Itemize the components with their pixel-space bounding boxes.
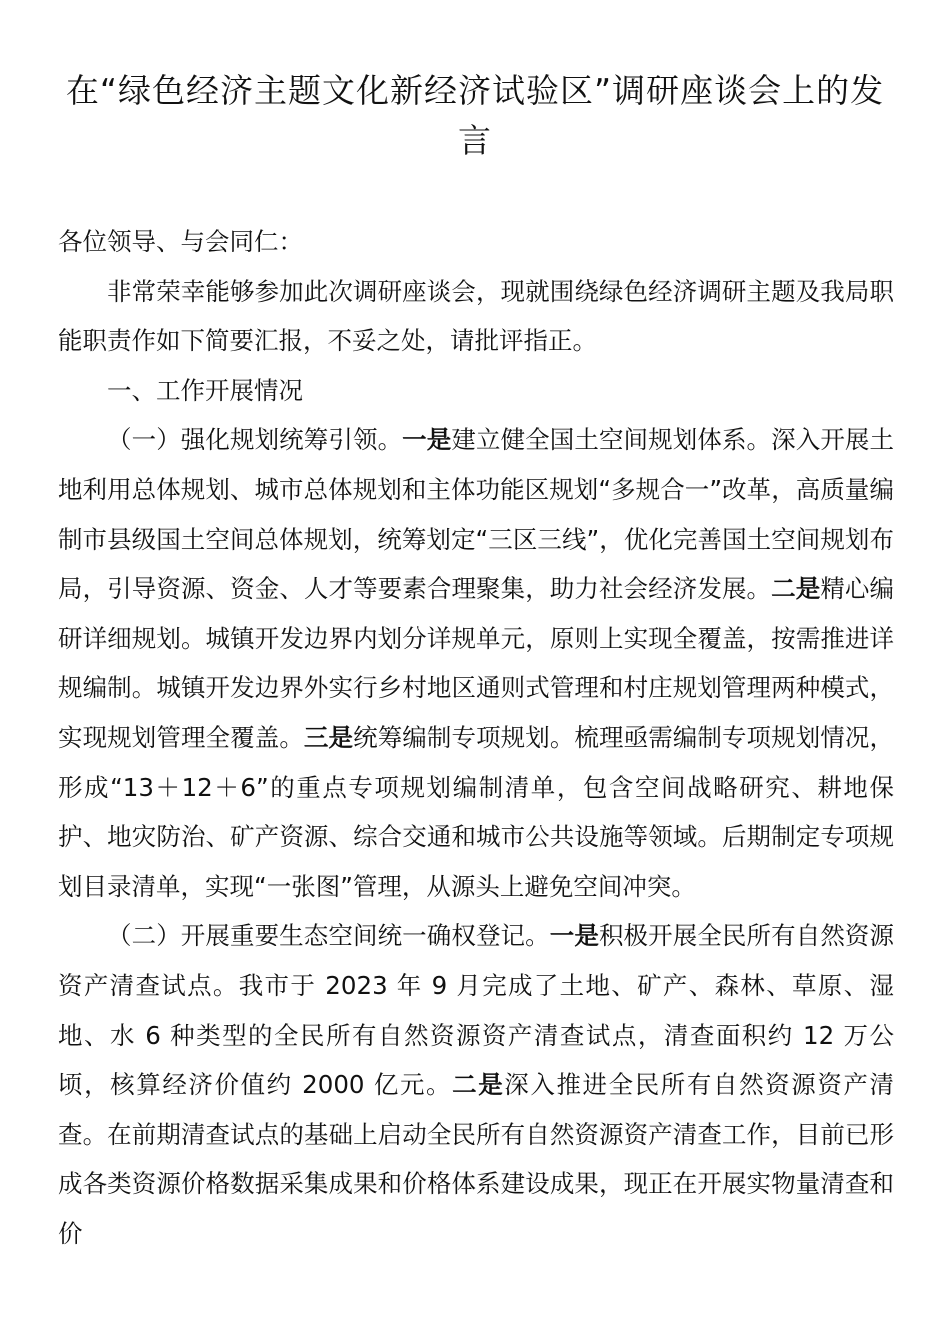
document-body bbox=[58, 217, 894, 1258]
point-text: 精心编研详细规划。城镇开发边界内划分详规单元，原则上实现全覆盖，按需推进详规编制。城镇开发边界外实行乡村地区通则式管理和村庄规划管理两种模式，实现规划管理全覆盖。 bbox=[58, 574, 895, 752]
paragraph-planning bbox=[58, 415, 894, 911]
paragraph-registration bbox=[58, 911, 894, 1258]
point-marker: 三是 bbox=[303, 722, 354, 752]
paragraph-lead: （二）开展重要生态空间统一确权登记。 bbox=[107, 921, 550, 951]
point-marker: 二是 bbox=[771, 574, 821, 604]
point-text: 统筹编制专项规划。梳理亟需编制专项规划情况，形成“13＋12＋6”的重点专项规划编制清单，包含空间战略研究、耕地保护、地灾防治、矿产资源、综合交通和城市公共设施等领域。后期制定专项规划目录清单，实现“一张图”管理，从源头上避免空间冲突。 bbox=[58, 722, 895, 901]
point-marker: 一是 bbox=[402, 425, 452, 455]
section-heading: 一、工作开展情况 bbox=[107, 375, 303, 405]
point-text: 建立健全国土空间规划体系。深入开展土地利用总体规划、城市总体规划和主体功能区规划“多规合一”改革，高质量编制市县级国土空间总体规划，统筹划定“三区三线”，优化完善国土空间规划布局，引导资源、资金、人才等要素合理聚集，助力社会经济发展。 bbox=[58, 425, 895, 604]
point-text: 深入推进全民所有自然资源资产清查。在前期清查试点的基础上启动全民所有自然资源资产清查工作，目前已形成各类资源价格数据采集成果和价格体系建设成果，现正在开展实物量清查和价 bbox=[58, 1070, 894, 1248]
intro-paragraph: 非常荣幸能够参加此次调研座谈会，现就围绕绿色经济调研主题及我局职能职责作如下简要汇报，不妥之处，请批评指正。 bbox=[58, 276, 894, 356]
paragraph-lead: （一）强化规划统筹引领。 bbox=[107, 425, 403, 455]
greeting: 各位领导、与会同仁： bbox=[58, 227, 303, 256]
point-text: 积极开展全民所有自然资源资产清查试点。我市于 2023 年 9 月完成了土地、矿产、森林、草原、湿地、水 6 种类型的全民所有自然资源资产清查试点，清查面积约 12 万公顷，核算经济价值约 2000 亿元。 bbox=[58, 921, 895, 1100]
point-marker: 一是 bbox=[549, 921, 599, 951]
page-title: 在“绿色经济主题文化新经济试验区”调研座谈会上的发言 bbox=[65, 71, 885, 160]
point-marker: 二是 bbox=[452, 1070, 505, 1100]
